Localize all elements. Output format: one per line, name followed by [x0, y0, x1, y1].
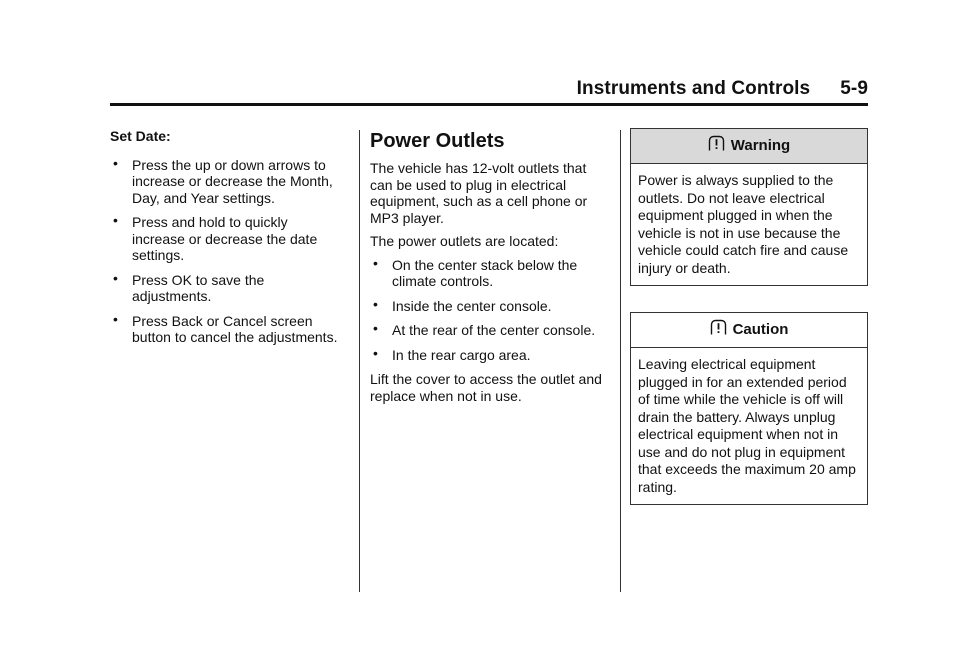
column-set-date [110, 128, 342, 354]
bullet-icon: • [373, 344, 378, 361]
page-number: 5-9 [840, 78, 868, 99]
bullet-icon: • [373, 254, 378, 271]
list-item: • On the center stack below the climate controls. [373, 254, 578, 289]
bullet-icon: • [113, 310, 118, 327]
list-item: • Press OK to save the adjustments. [113, 269, 265, 304]
list-item: • In the rear cargo area. [373, 344, 531, 363]
caution-header [631, 313, 867, 348]
warning-box [630, 128, 868, 286]
power-outlets-intro: The vehicle has 12-volt outlets that can be used to plug in electrical equipment, such as a cell phone or MP3 player. [370, 160, 588, 226]
header-rule [110, 103, 868, 106]
power-outlets-list [370, 254, 610, 364]
column-notices [630, 128, 868, 531]
column-power-outlets [370, 128, 610, 411]
list-item: • Press Back or Cancel screen button to cancel the adjustments. [113, 310, 338, 345]
power-outlets-closing: Lift the cover to access the outlet and replace when not in use. [370, 371, 602, 404]
bullet-icon: • [113, 269, 118, 286]
bullet-icon: • [373, 320, 378, 336]
bullet-icon: • [373, 295, 378, 312]
set-date-list [110, 154, 342, 346]
power-outlets-title: Power Outlets [370, 130, 505, 152]
caution-bracket-icon [708, 135, 725, 157]
header-text [577, 78, 868, 100]
page-header [110, 78, 868, 104]
caution-title: Caution [732, 320, 789, 338]
set-date-label: Set Date: [110, 128, 171, 144]
warning-header [631, 129, 867, 164]
list-item: • Press and hold to quickly increase or decrease the date settings. [113, 212, 318, 263]
caution-bracket-icon [710, 319, 727, 341]
list-item: • At the rear of the center console. [373, 320, 596, 338]
bullet-icon: • [113, 212, 118, 228]
warning-text: Power is always supplied to the outlets. Do not leave electrical equipment plugged in when the vehicle is not in use because the vehicle could catch fire and cause injury or death. [638, 172, 849, 276]
bullet-icon: • [113, 154, 118, 171]
list-item: • Inside the center console. [373, 295, 552, 314]
list-item: • Press the up or down arrows to increase or decrease the Month, Day, and Year settings. [113, 154, 333, 206]
caution-box [630, 312, 868, 505]
column-divider [620, 130, 621, 592]
caution-text: Leaving electrical equipment plugged in for an extended period of time while the vehicle is off will drain the battery. Always unplug electrical equipment when not in use and do not plug in equipment that exceeds the maximum 20 amp rating. [638, 356, 856, 495]
warning-title: Warning [730, 136, 791, 154]
section-title-header: Instruments and Controls [576, 78, 811, 99]
power-outlets-located-label: The power outlets are located: [370, 233, 559, 249]
column-divider [359, 130, 360, 592]
